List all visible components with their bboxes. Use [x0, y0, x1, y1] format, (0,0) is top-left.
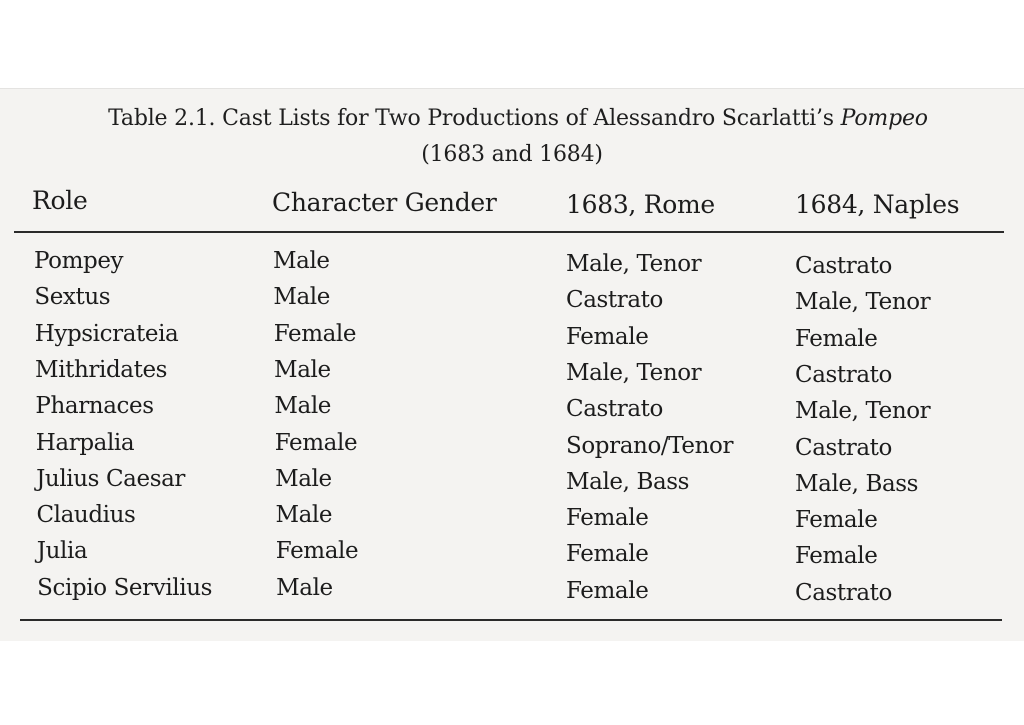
table-cell-rome-1683: Female — [566, 505, 649, 532]
table-cell-naples-1684: Castrato — [795, 361, 892, 388]
table-cell-character-gender: Male — [273, 248, 330, 274]
table-cell-naples-1684: Female — [795, 543, 878, 570]
table-cell-role: Sextus — [34, 284, 111, 311]
table-cell-character-gender: Male — [274, 393, 332, 420]
table-cell-rome-1683: Castrato — [566, 287, 663, 314]
table-cell-naples-1684: Male, Tenor — [795, 398, 931, 425]
table-cell-character-gender: Male — [275, 502, 333, 529]
column-header-character-gender: Character Gender — [272, 188, 497, 217]
table-caption-years: (1683 and 1684) — [421, 142, 603, 167]
table-cell-rome-1683: Female — [566, 323, 649, 350]
table-cell-role: Julius Caesar — [36, 465, 185, 492]
table-cell-naples-1684: Castrato — [795, 579, 892, 606]
table-cell-rome-1683: Female — [566, 541, 649, 568]
table-cell-character-gender: Male — [276, 574, 333, 601]
table-cell-rome-1683: Soprano/Tenor — [566, 432, 734, 459]
table-cell-role: Harpalia — [35, 429, 135, 456]
table-caption — [6, 106, 1024, 131]
table-cell-role: Claudius — [36, 502, 136, 529]
caption-text: Table 2.1. Cast Lists for Two Productions of Alessandro Scarlatti’s — [108, 106, 841, 131]
table-cell-rome-1683: Male, Tenor — [566, 251, 702, 277]
table-cell-role: Mithridates — [35, 356, 168, 383]
table-cell-role: Julia — [36, 538, 88, 565]
table-cell-naples-1684: Castrato — [795, 253, 892, 279]
bottom-rule — [20, 619, 1002, 621]
table-cell-naples-1684: Female — [795, 507, 878, 534]
table-cell-role: Pompey — [34, 248, 124, 274]
table-cell-character-gender: Female — [274, 429, 358, 456]
column-header-1684-naples: 1684, Naples — [795, 190, 960, 219]
table-cell-character-gender: Male — [273, 284, 330, 311]
caption-italic-title: Pompeo — [840, 106, 928, 131]
table-cell-role: Hypsicrateia — [34, 320, 179, 347]
table-cell-rome-1683: Castrato — [566, 396, 663, 423]
table-cell-rome-1683: Male, Bass — [566, 468, 690, 495]
table-cell-naples-1684: Male, Tenor — [795, 289, 931, 316]
table-cell-naples-1684: Castrato — [795, 434, 892, 461]
table-cell-naples-1684: Female — [795, 325, 878, 352]
table-cell-role: Scipio Servilius — [37, 574, 213, 601]
column-header-1683-rome: 1683, Rome — [566, 190, 715, 219]
table-cell-character-gender: Male — [275, 465, 332, 492]
table-cell-rome-1683: Female — [566, 577, 649, 604]
table-cell-character-gender: Male — [274, 356, 331, 383]
table-cell-rome-1683: Male, Tenor — [566, 359, 702, 386]
header-rule — [14, 231, 1004, 233]
column-header-role: Role — [32, 186, 88, 215]
table-cell-character-gender: Female — [275, 538, 359, 565]
table-cell-role: Pharnaces — [35, 393, 154, 420]
table-cell-naples-1684: Male, Bass — [795, 470, 919, 497]
table-cell-character-gender: Female — [273, 320, 357, 347]
